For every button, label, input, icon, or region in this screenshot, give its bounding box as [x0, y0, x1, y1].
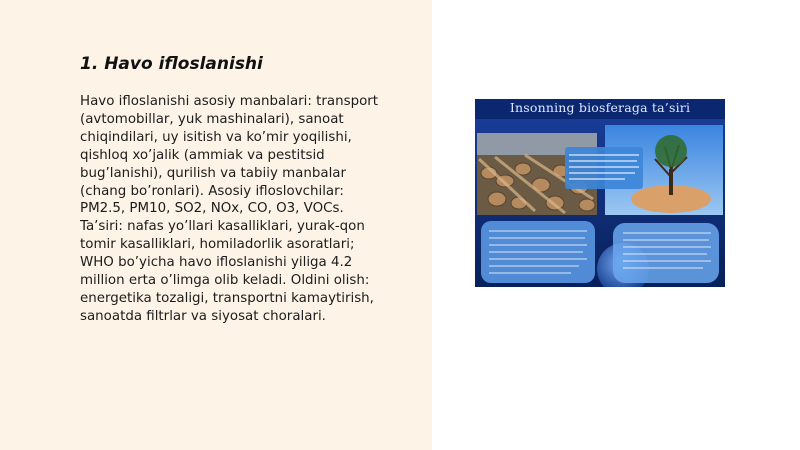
figure-title: Insonning biosferaga ta’siri [509, 100, 691, 115]
body-line: PM2.5, PM10, SO2, NOx, CO, O3, VOCs. [80, 201, 344, 217]
body-line: (chang bo’ronlari). Asosiy ifloslovchilar: [80, 183, 344, 199]
info-box-bottom-left [481, 221, 595, 283]
body-line: qishloq xo’jalik (ammiak va pestitsid [80, 147, 325, 163]
body-line: sanoatda filtrlar va siyosat choralari. [80, 308, 326, 324]
slide-title: 1. Havo ifloslanishi [80, 54, 263, 74]
biosphere-impact-image [475, 99, 725, 287]
body-line: Havo ifloslanishi asosiy manbalari: transport [80, 94, 379, 109]
body-line: million erta o’limga olib keladi. Oldini olish: [80, 273, 370, 289]
body-line: chiqindilari, uy isitish va ko’mir yoqilishi, [80, 129, 352, 145]
body-line: Ta’siri: nafas yo’llari kasalliklari, yurak-qon [80, 219, 365, 235]
body-line: WHO bo’yicha havo ifloslanishi yiliga 4.2 [80, 255, 353, 271]
slide-body [80, 93, 425, 326]
info-box-bottom-right [597, 223, 719, 287]
body-line: tomir kasalliklari, homiladorlik asoratlari; [80, 237, 355, 253]
info-box-top [565, 147, 643, 189]
biosphere-collage-graphic [475, 99, 725, 287]
body-line: bug’lanishi), qurilish va tabiiy manbalar [80, 165, 347, 181]
body-line: energetika tozaligi, transportni kamaytirish, [80, 290, 374, 306]
body-line: (avtomobillar, yuk mashinalari), sanoat [80, 111, 344, 127]
